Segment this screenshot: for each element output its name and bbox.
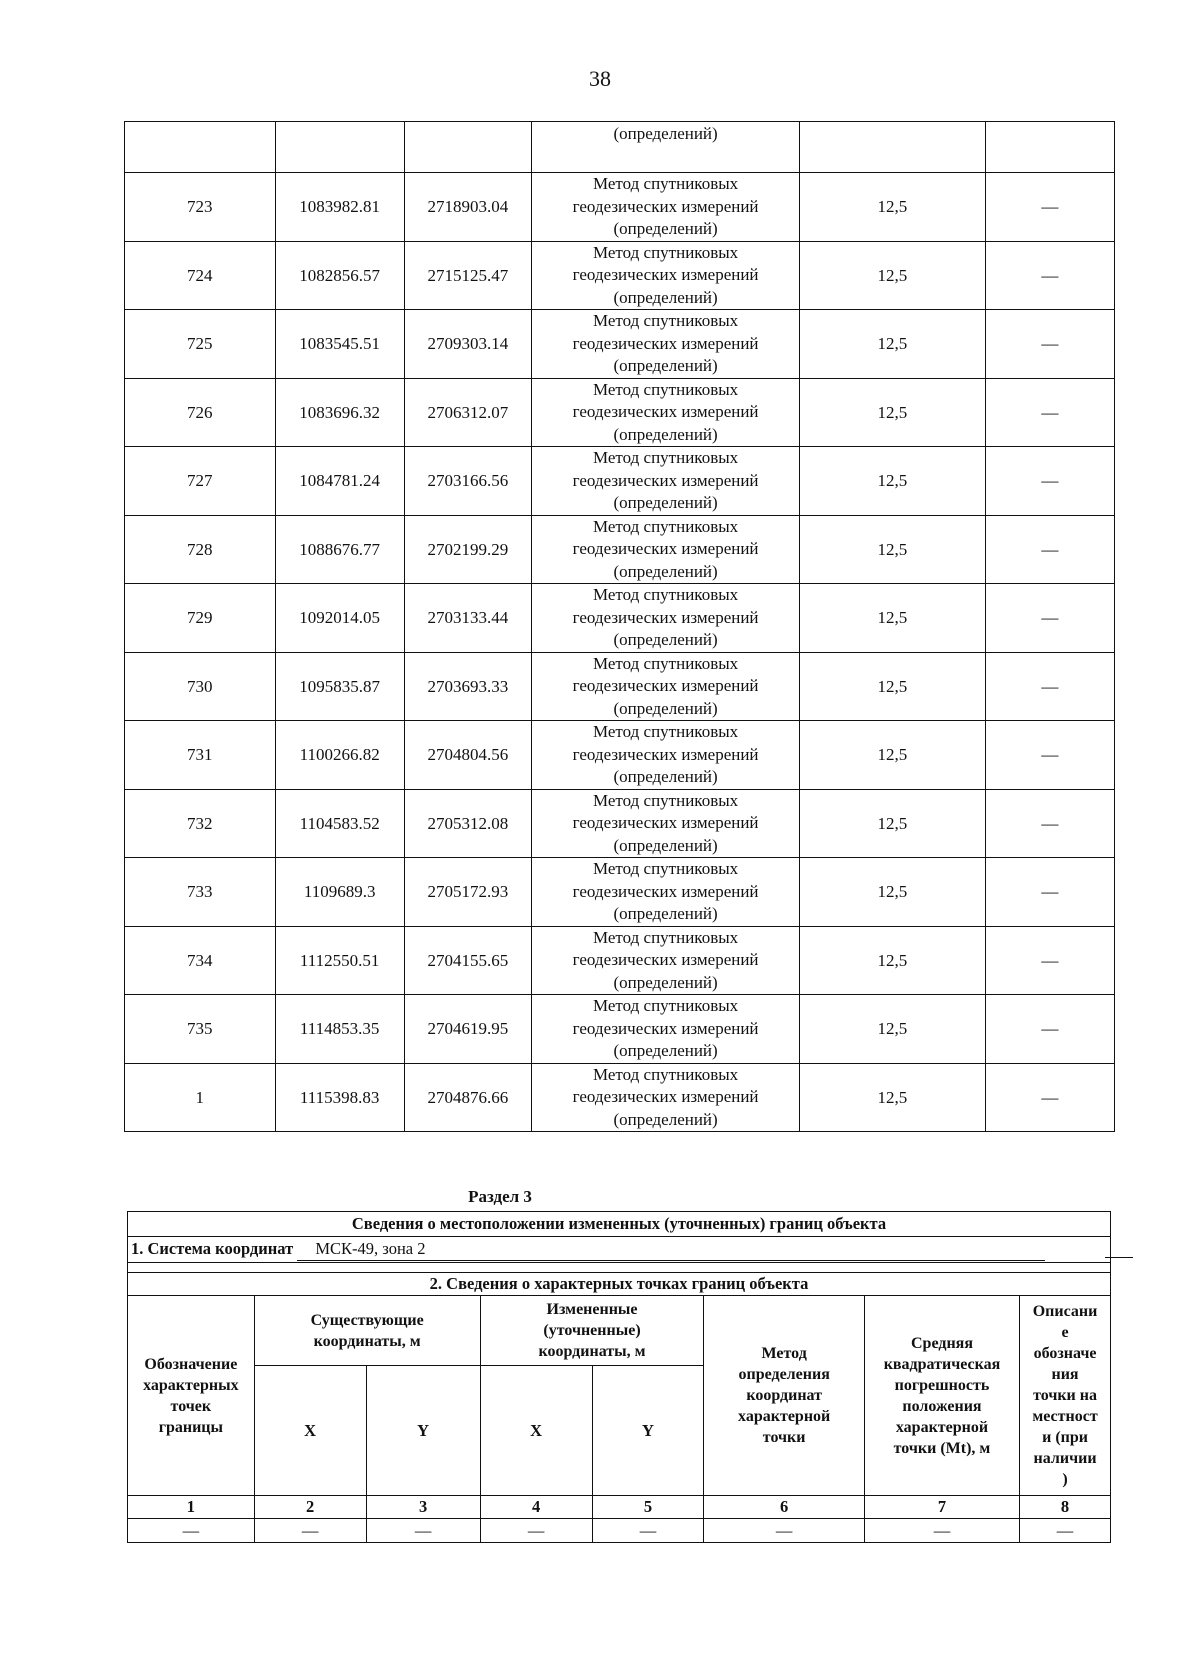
x-coordinate-cell: 1092014.05 (275, 584, 404, 653)
method-line: Метод спутниковых (592, 242, 739, 262)
point-id-cell: 726 (125, 378, 276, 447)
coord-system-label: 1. Система координат (131, 1239, 294, 1258)
method-line: Метод спутниковых (592, 379, 739, 399)
mt-cell: 12,5 (800, 584, 985, 653)
point-id-cell: 730 (125, 652, 276, 721)
method-cell (532, 584, 800, 653)
method-line: геодезических измерений (572, 881, 759, 901)
x-coordinate-cell: 1088676.77 (275, 515, 404, 584)
description-cell: — (985, 926, 1114, 995)
method-cell (532, 652, 800, 721)
empty-cell: — (480, 1519, 592, 1543)
header-line: Средняя (911, 1334, 973, 1352)
header-line: положения (902, 1397, 982, 1415)
mt-cell: 12,5 (800, 926, 985, 995)
header-line: характерных (143, 1376, 239, 1394)
method-line: (определений) (613, 219, 718, 238)
method-line: Метод спутниковых (592, 448, 739, 467)
method-cell (532, 378, 800, 447)
header-line: местност (1032, 1408, 1098, 1425)
point-id-cell: 723 (125, 173, 276, 242)
y-coordinate-cell: 2718903.04 (404, 173, 531, 242)
table-row (125, 721, 1115, 790)
method-line: геодезических измерений (572, 333, 759, 353)
method-line: геодезических измерений (572, 744, 759, 764)
header-line: обозначе (1033, 1345, 1097, 1362)
y-coordinate-cell: 2715125.47 (404, 241, 531, 310)
coord-system-underline-extension (1105, 1257, 1133, 1258)
column-number: 3 (366, 1496, 480, 1519)
table-row (125, 789, 1115, 858)
header-description (1020, 1296, 1111, 1496)
table-row (125, 173, 1115, 242)
table-row (125, 858, 1115, 927)
empty-cell: — (592, 1519, 704, 1543)
method-line: Метод спутниковых (592, 174, 739, 193)
header-line: (уточненные) (543, 1322, 641, 1339)
column-number: 5 (592, 1496, 704, 1519)
header-y-existing: Y (366, 1366, 480, 1496)
method-cell (532, 926, 800, 995)
method-line: геодезических измерений (572, 1087, 759, 1106)
header-line: точки (Mt), м (893, 1439, 991, 1457)
header-line: и (при (1042, 1429, 1088, 1446)
y-coordinate-cell: 2704155.65 (404, 926, 531, 995)
x-coordinate-cell: 1112550.51 (275, 926, 404, 995)
y-coordinate-cell: 2705172.93 (404, 858, 531, 927)
header-line: точек (170, 1397, 212, 1415)
column-number: 8 (1020, 1496, 1111, 1519)
x-coordinate-cell: 1109689.3 (275, 858, 404, 927)
table-row (125, 1063, 1115, 1132)
header-line: квадратическая (883, 1355, 1001, 1373)
method-cell (532, 310, 800, 379)
method-cell (532, 995, 800, 1064)
x-coordinate-cell: 1083696.32 (275, 378, 404, 447)
method-line: Метод спутниковых (592, 859, 739, 878)
method-cell (532, 241, 800, 310)
method-line: Метод спутниковых (592, 585, 739, 604)
x-coordinate-cell: 1104583.52 (275, 789, 404, 858)
method-line: (определений) (613, 1109, 718, 1129)
method-line: (определений) (613, 698, 718, 718)
method-cell (532, 1063, 800, 1132)
header-existing-coords (254, 1296, 480, 1366)
description-cell: — (985, 447, 1114, 516)
mt-cell: 12,5 (800, 310, 985, 379)
table-row (125, 926, 1115, 995)
method-line: Метод спутниковых (592, 790, 739, 810)
method-line: Метод спутниковых (592, 1064, 739, 1084)
y-coordinate-cell: 2704876.66 (404, 1063, 531, 1132)
point-id-cell: 727 (125, 447, 276, 516)
method-line: (определений) (613, 835, 718, 855)
header-designation (128, 1296, 255, 1496)
table-row-continued (125, 122, 1115, 173)
y-coordinate-cell: 2702199.29 (404, 515, 531, 584)
method-cell (532, 858, 800, 927)
x-coordinate-cell: 1095835.87 (275, 652, 404, 721)
method-line: геодезических измерений (572, 1018, 759, 1038)
y-coordinate-cell: 2705312.08 (404, 789, 531, 858)
header-line: характерной (895, 1418, 989, 1436)
mt-cell: 12,5 (800, 1063, 985, 1132)
header-changed-coords (480, 1296, 704, 1366)
x-coordinate-cell: 1083982.81 (275, 173, 404, 242)
column-number: 7 (864, 1496, 1019, 1519)
section3-subtitle: Сведения о местоположении измененных (уточненных) границ объекта (128, 1212, 1111, 1237)
method-cell (532, 173, 800, 242)
method-cell (532, 789, 800, 858)
header-line: координаты, м (313, 1332, 421, 1350)
y-coordinate-cell: 2706312.07 (404, 378, 531, 447)
header-line: ) (1062, 1471, 1068, 1488)
x-coordinate-cell: 1115398.83 (275, 1063, 404, 1132)
column-number: 4 (480, 1496, 592, 1519)
description-cell: — (985, 173, 1114, 242)
header-x-changed: X (480, 1366, 592, 1496)
point-id-cell: 732 (125, 789, 276, 858)
method-cell (532, 515, 800, 584)
description-cell: — (985, 789, 1114, 858)
header-line: Описани (1032, 1303, 1098, 1320)
header-line: точки на (1033, 1387, 1097, 1404)
header-mt (864, 1296, 1019, 1496)
header-line: координаты, м (538, 1343, 646, 1360)
method-line: (определений) (613, 493, 718, 512)
method-line: (определений) (613, 356, 718, 375)
x-coordinate-cell: 1100266.82 (275, 721, 404, 790)
method-line: (определений) (613, 287, 718, 307)
header-line: Метод (761, 1345, 807, 1362)
mt-cell: 12,5 (800, 789, 985, 858)
description-cell: — (985, 515, 1114, 584)
point-id-cell: 735 (125, 995, 276, 1064)
description-cell: — (985, 310, 1114, 379)
column-number: 1 (128, 1496, 255, 1519)
point-id-cell: 729 (125, 584, 276, 653)
column-number-row (128, 1496, 1111, 1519)
mt-cell: 12,5 (800, 173, 985, 242)
x-coordinate-cell: 1083545.51 (275, 310, 404, 379)
method-line: геодезических измерений (572, 607, 759, 627)
method-cell (532, 721, 800, 790)
method-line: Метод спутниковых (592, 722, 739, 741)
point-id-cell: 725 (125, 310, 276, 379)
method-line: геодезических измерений (572, 950, 759, 969)
method-line: Метод спутниковых (592, 516, 739, 536)
x-coordinate-cell: 1084781.24 (275, 447, 404, 516)
table-row (125, 378, 1115, 447)
header-y-changed: Y (592, 1366, 704, 1496)
method-line: Метод спутниковых (592, 653, 739, 673)
header-line: определения (738, 1366, 830, 1383)
y-coordinate-cell: 2704804.56 (404, 721, 531, 790)
mt-cell: 12,5 (800, 721, 985, 790)
method-line: геодезических измерений (572, 265, 759, 284)
method-line: (определений) (613, 1041, 718, 1060)
header-line: точки (762, 1429, 806, 1446)
empty-cell: — (864, 1519, 1019, 1543)
header-line: наличии (1033, 1450, 1097, 1467)
x-coordinate-cell: 1114853.35 (275, 995, 404, 1064)
table-row (125, 995, 1115, 1064)
method-line: геодезических измерений (572, 539, 759, 558)
description-cell: — (985, 721, 1114, 790)
method-line: (определений) (613, 424, 718, 444)
y-coordinate-cell: 2704619.95 (404, 995, 531, 1064)
mt-cell: 12,5 (800, 652, 985, 721)
point-id-cell: 728 (125, 515, 276, 584)
header-line: характерной (738, 1408, 831, 1425)
section3-table (127, 1211, 1111, 1543)
mt-cell: 12,5 (800, 995, 985, 1064)
coord-system-row (128, 1237, 1111, 1263)
method-cell (532, 447, 800, 516)
header-line: Измененные (546, 1301, 638, 1318)
point-id-cell: 733 (125, 858, 276, 927)
column-number: 6 (704, 1496, 864, 1519)
points-table (124, 121, 1115, 1132)
method-line: (определений) (613, 972, 718, 992)
empty-data-row (128, 1519, 1111, 1543)
table-row (125, 584, 1115, 653)
y-coordinate-cell: 2703166.56 (404, 447, 531, 516)
description-cell: — (985, 1063, 1114, 1132)
table-row (125, 652, 1115, 721)
method-line: геодезических измерений (572, 676, 759, 695)
method-line: (определений) (613, 904, 718, 923)
header-line: е (1061, 1324, 1069, 1341)
description-cell: — (985, 584, 1114, 653)
points-heading: 2. Сведения о характерных точках границ объекта (128, 1273, 1111, 1296)
page-number: 38 (589, 66, 611, 91)
header-line: границы (158, 1418, 223, 1436)
table-row (125, 515, 1115, 584)
section3-title: Раздел 3 (468, 1187, 532, 1206)
method-line: (определений) (613, 630, 718, 649)
mt-cell: 12,5 (800, 515, 985, 584)
y-coordinate-cell: 2703693.33 (404, 652, 531, 721)
header-line: Существующие (310, 1311, 424, 1329)
header-line: ния (1051, 1366, 1079, 1383)
header-line: Обозначение (144, 1355, 238, 1373)
method-line: Метод спутниковых (592, 927, 739, 947)
point-id-cell: 1 (125, 1063, 276, 1132)
mt-cell: 12,5 (800, 858, 985, 927)
method-line: Метод спутниковых (592, 996, 739, 1015)
mt-cell: 12,5 (800, 378, 985, 447)
header-line: координат (746, 1387, 822, 1404)
method-line: Метод спутниковых (592, 311, 739, 330)
header-method (704, 1296, 864, 1496)
empty-cell: — (704, 1519, 864, 1543)
mt-cell: 12,5 (800, 447, 985, 516)
y-coordinate-cell: 2709303.14 (404, 310, 531, 379)
column-number: 2 (254, 1496, 366, 1519)
description-cell: — (985, 858, 1114, 927)
table-row (125, 447, 1115, 516)
method-line: геодезических измерений (572, 470, 759, 490)
table-row (125, 241, 1115, 310)
header-x-existing: X (254, 1366, 366, 1496)
description-cell: — (985, 652, 1114, 721)
coord-system-value: МСК-49, зона 2 (297, 1238, 1045, 1261)
point-id-cell: 731 (125, 721, 276, 790)
method-line: геодезических измерений (572, 196, 759, 216)
method-line: (определений) (613, 767, 718, 786)
empty-cell: — (128, 1519, 255, 1543)
point-id-cell: 734 (125, 926, 276, 995)
description-cell: — (985, 995, 1114, 1064)
mt-cell: 12,5 (800, 241, 985, 310)
method-line: геодезических измерений (572, 813, 759, 832)
point-id-cell: 724 (125, 241, 276, 310)
description-cell: — (985, 241, 1114, 310)
empty-cell: — (366, 1519, 480, 1543)
method-continued-cell: (определений) (532, 122, 800, 173)
empty-cell: — (254, 1519, 366, 1543)
description-cell: — (985, 378, 1114, 447)
table-row (125, 310, 1115, 379)
header-line: погрешность (894, 1376, 990, 1394)
method-line: (определений) (613, 561, 718, 581)
method-line: геодезических измерений (572, 402, 759, 421)
empty-cell: — (1020, 1519, 1111, 1543)
x-coordinate-cell: 1082856.57 (275, 241, 404, 310)
y-coordinate-cell: 2703133.44 (404, 584, 531, 653)
